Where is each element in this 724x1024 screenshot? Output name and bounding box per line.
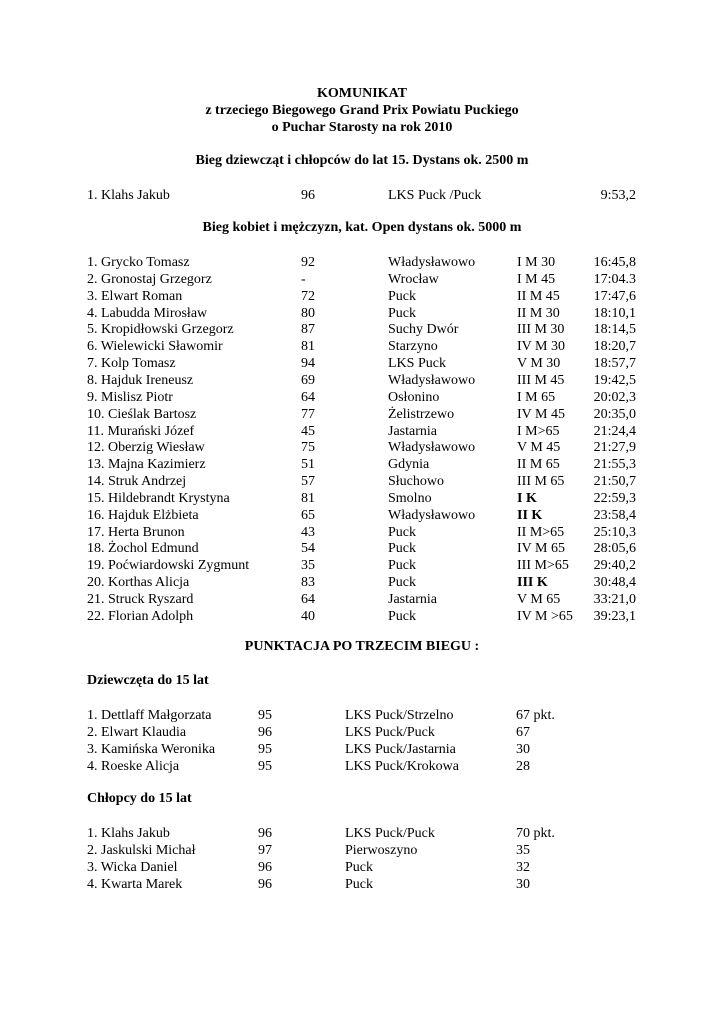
runner-name: 9. Mislisz Piotr (87, 389, 173, 405)
standing-year: 96 (258, 860, 272, 875)
runner-category: II M 65 (517, 457, 560, 473)
standing-year: 95 (258, 759, 272, 774)
runner-category: I M 45 (517, 271, 556, 287)
standing-club: LKS Puck/Strzelno (345, 708, 454, 723)
runner-club: Wrocław (388, 271, 439, 287)
runner-name: 5. Kropidłowski Grzegorz (87, 322, 234, 338)
runner-time: 28:05,6 (593, 541, 636, 557)
standing-name: 3. Wicka Daniel (87, 860, 178, 875)
runner-category: II M 45 (517, 288, 560, 304)
standing-row (0, 825, 724, 842)
runner-time: 23:58,4 (593, 507, 636, 523)
runner-name: 8. Hajduk Ireneusz (87, 372, 194, 388)
open-result-row (0, 507, 724, 524)
runner-year: 81 (301, 490, 315, 506)
runner-club: Suchy Dwór (388, 322, 459, 338)
runner-club: Żelistrzewo (388, 406, 455, 422)
open-result-row (0, 591, 724, 608)
runner-year: 54 (301, 541, 315, 557)
open-result-row (0, 490, 724, 507)
youth-race-heading: Bieg dziewcząt i chłopców do lat 15. Dystans ok. 2500 m (195, 153, 529, 168)
open-result-row (0, 456, 724, 473)
runner-category: IV M 45 (517, 406, 565, 422)
standing-row (0, 842, 724, 859)
open-result-row (0, 372, 724, 389)
open-result-row (0, 271, 724, 288)
open-result-row (0, 423, 724, 440)
standing-year: 95 (258, 708, 272, 723)
standing-club: LKS Puck/Puck (345, 725, 435, 740)
runner-club: Słuchowo (388, 474, 444, 490)
standing-name: 1. Klahs Jakub (87, 826, 170, 841)
runner-name: 7. Kolp Tomasz (87, 356, 176, 372)
runner-club: Osłonino (388, 389, 440, 405)
runner-time: 21:27,9 (593, 440, 636, 456)
runner-year: - (301, 271, 306, 287)
runner-name: 22. Florian Adolph (87, 608, 194, 624)
runner-year: 64 (301, 592, 315, 607)
runner-year: 51 (301, 457, 315, 473)
runner-category: II M>65 (517, 524, 565, 540)
runner-club: Władysławowo (388, 507, 476, 523)
runner-club: Władysławowo (388, 440, 476, 456)
runner-category: V M 65 (517, 592, 561, 607)
boys-heading: Chłopcy do 15 lat (87, 791, 192, 806)
runner-time: 21:24,4 (593, 423, 636, 439)
runner-club: Władysławowo (388, 255, 476, 270)
open-result-row (0, 288, 724, 305)
runner-category: III M 65 (517, 474, 565, 490)
standing-club: Puck (345, 860, 373, 875)
runner-time: 21:55,3 (593, 457, 636, 473)
standing-name: 1. Dettlaff Małgorzata (87, 708, 212, 723)
runner-club: Puck (388, 575, 416, 591)
runner-year: 77 (301, 406, 315, 422)
standing-row (0, 859, 724, 876)
runner-name: 21. Struck Ryszard (87, 592, 194, 607)
runner-club: Jastarnia (388, 592, 437, 607)
standing-year: 96 (258, 826, 272, 841)
open-result-row (0, 389, 724, 406)
runner-name: 16. Hajduk Elżbieta (87, 507, 199, 523)
runner-club: Starzyno (388, 339, 438, 355)
standing-points: 35 (516, 843, 530, 858)
runner-year: 43 (301, 524, 315, 540)
open-result-row (0, 254, 724, 271)
runner-time: 25:10,3 (593, 524, 636, 540)
runner-name: 13. Majna Kazimierz (87, 457, 206, 473)
open-result-row (0, 540, 724, 557)
runner-time: 30:48,4 (593, 575, 636, 591)
runner-category: II K (517, 507, 543, 523)
runner-club: Puck (388, 541, 416, 557)
runner-time: 39:23,1 (593, 608, 636, 624)
runner-time: 16:45,8 (593, 255, 636, 270)
runner-time: 18:57,7 (593, 356, 636, 372)
standing-row (0, 876, 724, 893)
runner-time: 19:42,5 (593, 372, 636, 388)
open-result-row (0, 321, 724, 338)
open-result-row (0, 608, 724, 625)
youth-result-row (0, 187, 724, 204)
runner-year: 80 (301, 305, 315, 321)
runner-time: 21:50,7 (593, 474, 636, 490)
open-result-row (0, 439, 724, 456)
runner-name: 6. Wielewicki Sławomir (87, 339, 223, 355)
open-result-row (0, 305, 724, 322)
runner-category: III K (517, 575, 548, 591)
standing-row (0, 724, 724, 741)
runner-year: 87 (301, 322, 315, 338)
runner-club: Gdynia (388, 457, 430, 473)
runner-name: 1. Klahs Jakub (87, 188, 170, 203)
runner-category: I M 65 (517, 389, 556, 405)
runner-category: IV M 30 (517, 339, 565, 355)
runner-time: 18:10,1 (593, 305, 636, 321)
runner-name: 10. Cieślak Bartosz (87, 406, 197, 422)
runner-time: 22:59,3 (593, 490, 636, 506)
standing-club: LKS Puck/Krokowa (345, 759, 459, 774)
standing-points: 30 (516, 742, 530, 757)
runner-year: 92 (301, 255, 315, 270)
runner-year: 35 (301, 558, 315, 574)
runner-category: III M 30 (517, 322, 565, 338)
runner-name: 1. Grycko Tomasz (87, 255, 190, 270)
runner-category: V M 30 (517, 356, 561, 372)
standing-row (0, 741, 724, 758)
standing-points: 30 (516, 877, 530, 892)
standing-points: 28 (516, 759, 530, 774)
runner-name: 19. Poćwiardowski Zygmunt (87, 558, 250, 574)
runner-club: Władysławowo (388, 372, 476, 388)
runner-category: III M 45 (517, 372, 565, 388)
runner-category: II M 30 (517, 305, 560, 321)
standing-name: 3. Kamińska Weronika (87, 742, 216, 757)
open-result-row (0, 524, 724, 541)
runner-name: 3. Elwart Roman (87, 288, 183, 304)
runner-name: 15. Hildebrandt Krystyna (87, 490, 230, 506)
open-race-heading: Bieg kobiet i mężczyzn, kat. Open dystans ok. 5000 m (202, 220, 522, 235)
runner-category: III M>65 (517, 558, 569, 574)
runner-name: 11. Murański Józef (87, 423, 195, 439)
standing-year: 97 (258, 843, 272, 858)
runner-category: I K (517, 490, 537, 506)
runner-year: 64 (301, 389, 315, 405)
runner-year: 57 (301, 474, 315, 490)
runner-time: 9:53,2 (600, 188, 636, 203)
open-result-row (0, 355, 724, 372)
runner-name: 17. Herta Brunon (87, 524, 185, 540)
runner-year: 65 (301, 507, 315, 523)
runner-club: Puck (388, 305, 416, 321)
runner-category: IV M >65 (517, 608, 573, 624)
girls-heading: Dziewczęta do 15 lat (87, 673, 209, 688)
runner-club: Puck (388, 608, 416, 624)
standing-points: 32 (516, 860, 530, 875)
standing-club: Pierwoszyno (345, 843, 418, 858)
open-result-row (0, 473, 724, 490)
runner-name: 20. Korthas Alicja (87, 575, 190, 591)
runner-year: 69 (301, 372, 315, 388)
standing-points: 67 pkt. (516, 708, 555, 723)
standing-name: 4. Kwarta Marek (87, 877, 183, 892)
standing-row (0, 758, 724, 775)
standing-club: Puck (345, 877, 373, 892)
runner-time: 33:21,0 (593, 592, 636, 607)
document-subtitle-2: o Puchar Starosty na rok 2010 (271, 120, 453, 135)
runner-year: 83 (301, 575, 315, 591)
standing-year: 95 (258, 742, 272, 757)
runner-time: 20:02,3 (593, 389, 636, 405)
open-result-row (0, 338, 724, 355)
runner-category: V M 45 (517, 440, 561, 456)
runner-name: 4. Labudda Mirosław (87, 305, 208, 321)
runner-club: Smolno (388, 490, 432, 506)
runner-club: Jastarnia (388, 423, 437, 439)
runner-year: 40 (301, 608, 315, 624)
runner-year: 45 (301, 423, 315, 439)
runner-year: 81 (301, 339, 315, 355)
runner-time: 17:47,6 (593, 288, 636, 304)
runner-name: 18. Żochol Edmund (87, 541, 199, 557)
open-result-row (0, 557, 724, 574)
standing-row (0, 707, 724, 724)
runner-category: IV M 65 (517, 541, 565, 557)
runner-name: 14. Struk Andrzej (87, 474, 187, 490)
standing-year: 96 (258, 725, 272, 740)
open-result-row (0, 406, 724, 423)
runner-year: 94 (301, 356, 315, 372)
runner-year: 96 (301, 188, 315, 203)
runner-category: I M>65 (517, 423, 560, 439)
standing-name: 4. Roeske Alicja (87, 759, 180, 774)
runner-year: 72 (301, 288, 315, 304)
standings-heading: PUNKTACJA PO TRZECIM BIEGU : (244, 639, 480, 654)
standing-club: LKS Puck/Puck (345, 826, 435, 841)
runner-year: 75 (301, 440, 315, 456)
runner-time: 18:20,7 (593, 339, 636, 355)
document-subtitle: z trzeciego Biegowego Grand Prix Powiatu Puckiego (205, 103, 519, 118)
runner-time: 18:14,5 (593, 322, 636, 338)
standing-name: 2. Jaskulski Michał (87, 843, 196, 858)
standing-points: 67 (516, 725, 530, 740)
runner-time: 17:04.3 (593, 271, 636, 287)
runner-name: 2. Gronostaj Grzegorz (87, 271, 212, 287)
runner-club: LKS Puck (388, 356, 446, 372)
runner-name: 12. Oberzig Wiesław (87, 440, 205, 456)
standing-year: 96 (258, 877, 272, 892)
runner-category: I M 30 (517, 255, 556, 270)
runner-time: 20:35,0 (593, 406, 636, 422)
open-result-row (0, 574, 724, 591)
runner-club: Puck (388, 288, 416, 304)
standing-points: 70 pkt. (516, 826, 555, 841)
document-title: KOMUNIKAT (317, 86, 407, 101)
runner-time: 29:40,2 (593, 558, 636, 574)
runner-club: Puck (388, 524, 416, 540)
runner-club: Puck (388, 558, 416, 574)
standing-name: 2. Elwart Klaudia (87, 725, 187, 740)
runner-club: LKS Puck /Puck (388, 188, 482, 203)
standing-club: LKS Puck/Jastarnia (345, 742, 456, 757)
